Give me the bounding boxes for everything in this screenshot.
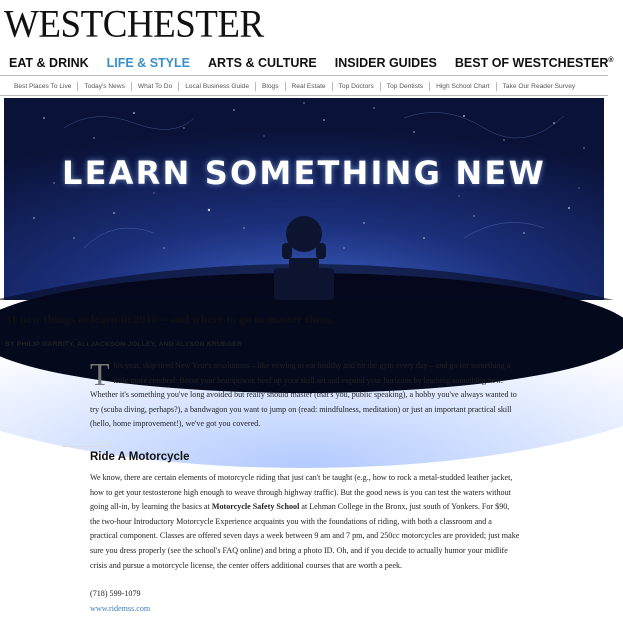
sub-nav <box>8 79 581 93</box>
website-link[interactable]: www.ridemss.com <box>90 604 151 613</box>
subnav-high-school-chart[interactable]: High School Chart <box>436 82 490 90</box>
planetarium-illustration <box>4 98 604 300</box>
hero-title: LEARN SOMETHING NEW <box>62 154 546 192</box>
registered-mark: ® <box>608 56 614 64</box>
article-intro <box>90 356 518 432</box>
subnav-best-places[interactable]: Best Places To Live <box>14 82 72 90</box>
subnav-real-estate[interactable]: Real Estate <box>291 82 326 90</box>
nav-life-style[interactable]: LIFE & STYLE <box>106 56 190 70</box>
subnav-top-dentists[interactable]: Top Dentists <box>386 82 424 90</box>
nav-insider-guides[interactable]: INSIDER GUIDES <box>334 56 437 70</box>
nav-best-of-westchester[interactable] <box>446 56 623 70</box>
nav-arts-culture[interactable]: ARTS & CULTURE <box>207 56 317 70</box>
subnav-reader-survey[interactable]: Take Our Reader Survey <box>502 82 576 90</box>
section-body-part-2: at Lehman College in the Bronx, just south of Yonkers. For $90, the two-hour Introductory Motorcycle Experience acquaints you with the foundations of riding, with both a classroom and a practical component. Classes are offered seven days a week between 9 am and 7 pm, and 250cc motorcycles are provided; just make sure you dress properly (see the school's FAQ online) and bring a photo ID. Oh, and if you decide to actually humor your midlife crisis and pursue a motorcycle license, the center offers additional courses that are worth a peek. <box>90 502 520 570</box>
subnav-top-doctors[interactable]: Top Doctors <box>338 82 374 90</box>
subnav-what-to-do[interactable]: What To Do <box>137 82 173 90</box>
article-byline: BY PHILIP GARRITY, ALI JACKSON-JOLLEY, AND ALYSON KRUEGER <box>5 341 243 348</box>
subnav-local-business-guide[interactable]: Local Business Guide <box>185 82 250 90</box>
article-deck: 31 new things to learn in 2016—and where to go to master them. <box>5 312 335 326</box>
dropcap: T <box>90 356 110 392</box>
hero-image <box>4 98 604 300</box>
intro-text: his year, skip tired New Year's resolutions—like vowing to eat healthy and hit the gym every day—and go for something a little more cerebral: Boost your brainpower, beef up your skill set and expand your horizons by learning something new. Whether it's something you've long avoided but really should master (that's you, public speaking), a hobby you've always wanted to try (scuba diving, perhaps?), a bandwagon you want to jump on (read: mindfulness, meditation) or just an important practical skill (hello, home improvement!), we've got you covered. <box>90 361 517 429</box>
subnav-rule <box>0 95 608 96</box>
nav-eat-drink[interactable]: EAT & DRINK <box>9 56 89 70</box>
main-nav <box>0 52 614 74</box>
contact-phone: (718) 599-1079 <box>90 589 141 598</box>
site-logo[interactable]: WESTCHESTER <box>4 3 264 47</box>
section-body-part-1: We know, there are certain elements of motorcycle riding that just can't be taught (e.g., how to rock a metal-studded leather jacket, how to get your testosterone high enough to weave through highway traffic). But the good news is you can test the waters without going all-in, by learning the basics at <box>90 473 513 512</box>
subnav-blogs[interactable]: Blogs <box>262 82 279 90</box>
subnav-todays-news[interactable]: Today's News <box>84 82 125 90</box>
section-body <box>90 471 520 573</box>
school-name: Motorcycle Safety School <box>211 502 300 512</box>
nav-rule <box>0 75 608 76</box>
nav-best-of-label: BEST OF WESTCHESTER <box>454 56 609 70</box>
section-title: Ride A Motorcycle <box>90 451 190 463</box>
section-divider <box>62 446 112 447</box>
